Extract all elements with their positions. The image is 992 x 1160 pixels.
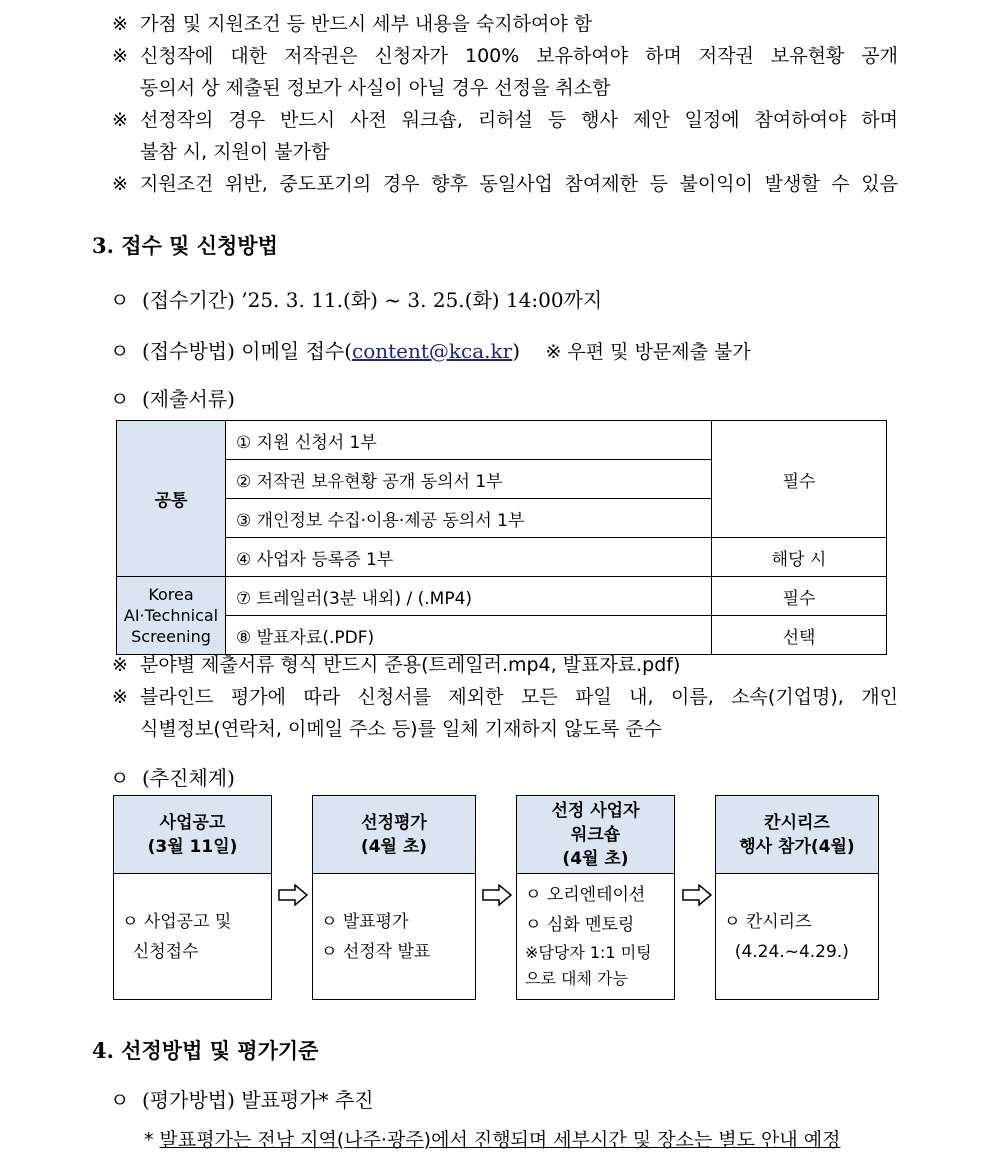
step-note: 으로 대체 가능 xyxy=(525,969,628,988)
step-header xyxy=(517,796,674,874)
bullet-icon: ㅇ xyxy=(110,1088,130,1112)
doc-item: ⑦ 트레일러(3분 내외) / (.MP4) xyxy=(226,577,712,616)
step-item: ㅇ 선정작 발표 xyxy=(321,941,431,962)
group-line: Screening xyxy=(131,627,211,646)
step-item: 신청접수 xyxy=(122,941,199,962)
step-item: ㅇ 오리엔테이션 xyxy=(525,885,646,905)
arrow-right-icon xyxy=(482,884,512,906)
note-text: 식별정보(연락처, 이메일 주소 등)를 일체 기재하지 않도록 준수 xyxy=(140,718,662,740)
step-title: 칸시리즈 xyxy=(764,812,830,833)
method-line xyxy=(110,335,751,364)
documents-table xyxy=(116,420,887,655)
period-value: ’25. 3. 11.(화) ~ 3. 25.(화) 14:00까지 xyxy=(241,288,603,312)
process-step-3 xyxy=(516,795,675,1000)
step-date: 행사 참가(4월) xyxy=(739,836,855,857)
bullet-icon: ㅇ xyxy=(110,387,130,411)
doc-required: 선택 xyxy=(712,616,887,655)
step-title: 선정평가 xyxy=(361,812,427,833)
note-mark: ※ xyxy=(112,654,128,676)
note-text: 불참 시, 지원이 불가함 xyxy=(140,141,330,163)
group-screening xyxy=(117,577,226,655)
note-text: 선정작의 경우 반드시 사전 워크숍, 리허설 등 행사 제안 일정에 참여하여야 하며 xyxy=(140,109,898,131)
note-mark: ※ xyxy=(112,45,128,67)
doc-item: ③ 개인정보 수집·이용·제공 동의서 1부 xyxy=(226,499,712,538)
step-note: ※담당자 1:1 미팅 xyxy=(525,943,652,962)
note-text: 분야별 제출서류 형식 반드시 준용(트레일러.mp4, 발표자료.pdf) xyxy=(140,654,681,676)
eval-method-label: (평가방법) xyxy=(142,1088,235,1112)
step-item: (4.24.~4.29.) xyxy=(724,941,849,962)
step-header xyxy=(716,796,878,874)
section-4-title: 4. 선정방법 및 평가기준 xyxy=(92,1038,319,1063)
step-body xyxy=(313,874,475,999)
step-date: (3월 11일) xyxy=(147,836,238,857)
note-text: 블라인드 평가에 따라 신청서를 제외한 모든 파일 내, 이름, 소속(기업명), 개인 xyxy=(140,686,898,708)
step-item: ㅇ 칸시리즈 xyxy=(724,911,812,932)
note-3 xyxy=(112,104,898,168)
bullet-icon: ㅇ xyxy=(110,288,130,312)
note-text: 동의서 상 제출된 정보가 사실이 아닐 경우 선정을 취소함 xyxy=(140,77,611,99)
group-line: Korea xyxy=(148,585,194,604)
doc-required: 필수 xyxy=(712,421,887,538)
method-note: ※ 우편 및 방문제출 불가 xyxy=(545,341,751,363)
table-row xyxy=(117,538,887,577)
arrow-right-icon xyxy=(278,884,308,906)
note-5 xyxy=(112,649,898,681)
period-label: (접수기간) xyxy=(142,288,235,312)
doc-item: ① 지원 신청서 1부 xyxy=(226,421,712,460)
note-text: 가점 및 지원조건 등 반드시 세부 내용을 숙지하여야 함 xyxy=(140,13,593,35)
process-step-2 xyxy=(312,795,476,1000)
group-line: AI·Technical xyxy=(123,606,219,625)
doc-item: ④ 사업자 등록증 1부 xyxy=(226,538,712,577)
footnote xyxy=(144,1125,840,1152)
doc-item: ② 저작권 보유현황 공개 동의서 1부 xyxy=(226,460,712,499)
process-step-4 xyxy=(715,795,879,1000)
note-text: 신청작에 대한 저작권은 신청자가 100% 보유하여야 하며 저작권 보유현황 공개 xyxy=(140,45,898,67)
note-mark: ※ xyxy=(112,109,128,131)
email-link[interactable]: content@kca.kr xyxy=(352,339,513,363)
note-6 xyxy=(112,681,898,745)
note-mark: ※ xyxy=(112,686,128,708)
note-mark: ※ xyxy=(112,173,128,195)
step-item: ㅇ 발표평가 xyxy=(321,911,409,932)
process-label-line xyxy=(110,762,235,791)
note-text: 지원조건 위반, 중도포기의 경우 향후 동일사업 참여제한 등 불이익이 발생할 수 있음 xyxy=(140,173,898,195)
docs-label: (제출서류) xyxy=(142,387,235,411)
step-item: ㅇ 심화 멘토링 xyxy=(525,915,635,935)
step-header xyxy=(313,796,475,874)
eval-method-line xyxy=(110,1084,374,1113)
process-step-1 xyxy=(113,795,272,1000)
note-4 xyxy=(112,168,898,200)
note-mark: ※ xyxy=(112,13,128,35)
method-close: ) xyxy=(512,339,521,363)
footnote-text: 발표평가는 전남 지역(나주·광주)에서 진행되며 세부시간 및 장소는 별도 안내 예정 xyxy=(159,1129,841,1151)
step-subtitle: 워크숍 xyxy=(570,824,621,845)
period-line xyxy=(110,284,602,313)
doc-required: 해당 시 xyxy=(712,538,887,577)
table-row xyxy=(117,577,887,616)
table-row xyxy=(117,421,887,460)
step-body xyxy=(517,874,674,999)
method-value: 이메일 접수( xyxy=(241,339,353,363)
note-1 xyxy=(112,8,898,40)
step-body xyxy=(716,874,878,999)
group-common: 공통 xyxy=(117,421,226,577)
eval-method-value: 발표평가* 추진 xyxy=(241,1088,374,1112)
step-date: (4월 초) xyxy=(360,836,428,857)
footnote-mark: * xyxy=(144,1129,154,1151)
step-item: ㅇ 사업공고 및 xyxy=(122,911,232,932)
step-body xyxy=(114,874,271,999)
arrow-right-icon xyxy=(682,884,712,906)
doc-required: 필수 xyxy=(712,577,887,616)
note-2 xyxy=(112,40,898,104)
docs-label-line xyxy=(110,383,235,412)
step-title: 선정 사업자 xyxy=(551,800,640,821)
step-title: 사업공고 xyxy=(159,812,226,833)
process-label: (추진체계) xyxy=(142,766,235,790)
section-3-title: 3. 접수 및 신청방법 xyxy=(92,233,278,258)
bullet-icon: ㅇ xyxy=(110,766,130,790)
doc-item: ⑧ 발표자료(.PDF) xyxy=(226,616,712,655)
step-header xyxy=(114,796,271,874)
step-date: (4월 초) xyxy=(562,848,629,869)
bullet-icon: ㅇ xyxy=(110,339,130,363)
method-label: (접수방법) xyxy=(142,339,235,363)
